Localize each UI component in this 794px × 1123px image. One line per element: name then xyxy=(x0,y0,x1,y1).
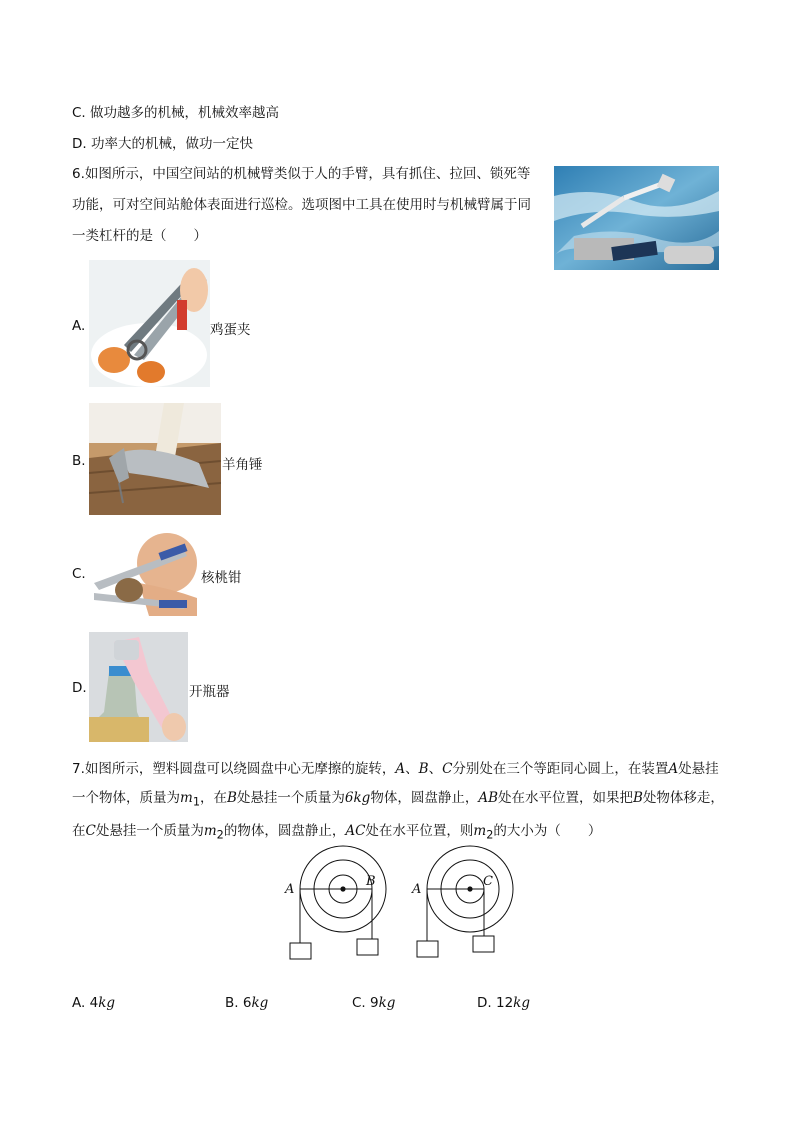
answer-d: D. 12kg xyxy=(477,995,530,1011)
bottle-opener-image xyxy=(89,632,188,742)
answer-a: A. 4kg xyxy=(72,995,116,1011)
space-station-arm-image xyxy=(554,166,719,270)
option-letter: A. xyxy=(72,318,86,334)
diagram-label-b: B xyxy=(366,874,376,889)
egg-tongs-image xyxy=(89,260,210,387)
claw-hammer-image xyxy=(89,403,221,515)
option-name: 羊角锤 xyxy=(222,457,263,473)
option-letter: B. xyxy=(72,453,86,469)
option-d-text: D. 功率大的机械，做功一定快 xyxy=(72,136,253,152)
answer-b: B. 6kg xyxy=(225,995,269,1011)
option-name: 鸡蛋夹 xyxy=(210,322,251,338)
question-6-text: 6.如图所示，中国空间站的机械臂类似于人的手臂，具有抓住、拉回、锁死等功能，可对空间站舱体表面进行巡检。选项图中工具在使用时与机械臂属于同一类杠杆的是（ ） xyxy=(72,166,531,244)
option-c-text: C. 做功越多的机械，机械效率越高 xyxy=(72,105,280,121)
diagram-label-a: A xyxy=(412,882,422,897)
diagram-label-a: A xyxy=(285,882,295,897)
diagram-label-c: C xyxy=(483,874,493,889)
disc-diagram xyxy=(280,845,520,965)
question-7-text: 7.如图所示，塑料圆盘可以绕圆盘中心无摩擦的旋转，A、B、C分别处在三个等距同心圆上，在装置A处悬挂一个物体，质量为$m_1$，在B处悬挂一个质量为6kg物体，圆盘静止，AB处在水平位置，如果把B处物体移走，在C处悬挂一个质量为$m_2$的物体，圆盘静止，AC处在水平位置，则$m_2$的大小为（ ） xyxy=(72,761,724,842)
nutcracker-image xyxy=(89,528,199,616)
option-name: 核桃钳 xyxy=(201,570,242,586)
option-name: 开瓶器 xyxy=(189,684,230,700)
answer-c: C. 9kg xyxy=(352,995,396,1011)
option-letter: C. xyxy=(72,566,86,582)
option-letter: D. xyxy=(72,680,87,696)
